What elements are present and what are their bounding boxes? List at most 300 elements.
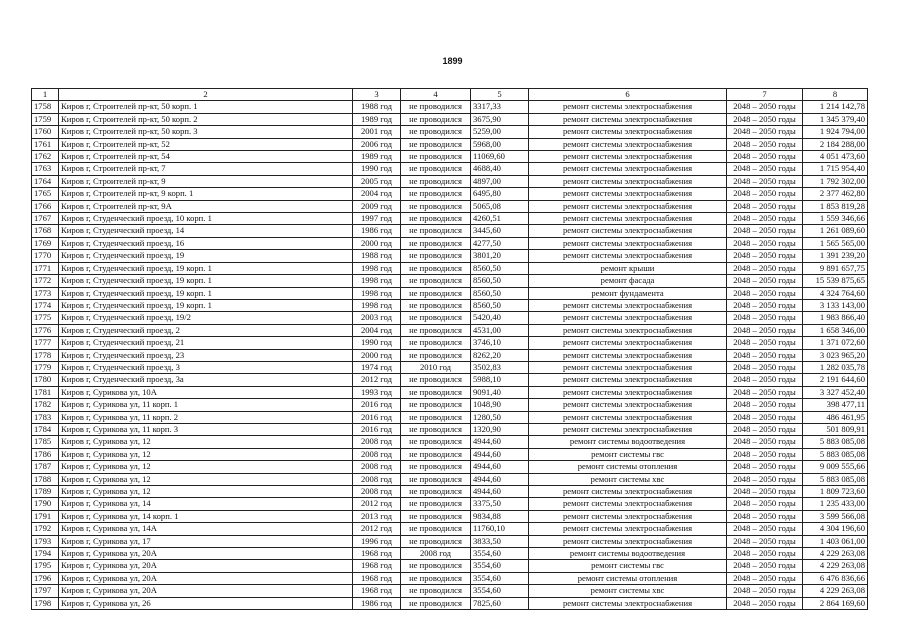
column-number-1: 1 bbox=[32, 89, 59, 101]
table-row bbox=[32, 436, 868, 448]
table-row bbox=[32, 237, 868, 249]
row-number-cell: 1769 bbox=[32, 237, 59, 249]
address-cell: Киров г, Студенческий проезд, 19 корп. 1 bbox=[59, 299, 353, 311]
repair-period-cell: 2048 – 2050 годы bbox=[727, 361, 803, 373]
row-number-cell: 1792 bbox=[32, 523, 59, 535]
last-repair-year-cell: не проводился bbox=[401, 237, 471, 249]
last-repair-year-cell: не проводился bbox=[401, 126, 471, 138]
address-cell: Киров г, Студенческий проезд, 19/2 bbox=[59, 312, 353, 324]
last-repair-year-cell: не проводился bbox=[401, 275, 471, 287]
repair-type-cell: ремонт системы электроснабжения bbox=[529, 361, 727, 373]
repair-period-cell: 2048 – 2050 годы bbox=[727, 138, 803, 150]
address-cell: Киров г, Сурикова ул, 17 bbox=[59, 535, 353, 547]
repair-period-cell: 2048 – 2050 годы bbox=[727, 448, 803, 460]
address-cell: Киров г, Студенческий проезд, 19 корп. 1 bbox=[59, 287, 353, 299]
year-built-cell: 1998 год bbox=[353, 287, 401, 299]
year-built-cell: 2008 год bbox=[353, 436, 401, 448]
repair-period-cell: 2048 – 2050 годы bbox=[727, 349, 803, 361]
table-row bbox=[32, 324, 868, 336]
address-cell: Киров г, Студенческий проезд, 10 корп. 1 bbox=[59, 213, 353, 225]
last-repair-year-cell: не проводился bbox=[401, 349, 471, 361]
cost-cell: 3 327 452,40 bbox=[803, 386, 868, 398]
area-cell: 3375,50 bbox=[471, 498, 529, 510]
repair-period-cell: 2048 – 2050 годы bbox=[727, 597, 803, 609]
row-number-cell: 1758 bbox=[32, 101, 59, 113]
repair-period-cell: 2048 – 2050 годы bbox=[727, 510, 803, 522]
table-row bbox=[32, 560, 868, 572]
cost-cell: 4 229 263,08 bbox=[803, 548, 868, 560]
table-row bbox=[32, 337, 868, 349]
address-cell: Киров г, Сурикова ул, 14 bbox=[59, 498, 353, 510]
cost-cell: 1 559 346,66 bbox=[803, 213, 868, 225]
year-built-cell: 1993 год bbox=[353, 386, 401, 398]
cost-cell: 398 477,11 bbox=[803, 399, 868, 411]
cost-cell: 15 539 875,65 bbox=[803, 275, 868, 287]
repair-period-cell: 2048 – 2050 годы bbox=[727, 386, 803, 398]
address-cell: Киров г, Сурикова ул, 20А bbox=[59, 560, 353, 572]
repair-type-cell: ремонт системы электроснабжения bbox=[529, 386, 727, 398]
address-cell: Киров г, Строителей пр-кт, 9 bbox=[59, 175, 353, 187]
address-cell: Киров г, Сурикова ул, 20А bbox=[59, 572, 353, 584]
repair-type-cell: ремонт системы электроснабжения bbox=[529, 188, 727, 200]
table-row bbox=[32, 262, 868, 274]
area-cell: 8560,50 bbox=[471, 275, 529, 287]
repair-type-cell: ремонт системы электроснабжения bbox=[529, 510, 727, 522]
table-row bbox=[32, 486, 868, 498]
repair-period-cell: 2048 – 2050 годы bbox=[727, 337, 803, 349]
cost-cell: 1 345 379,40 bbox=[803, 113, 868, 125]
row-number-cell: 1773 bbox=[32, 287, 59, 299]
repair-type-cell: ремонт системы электроснабжения bbox=[529, 411, 727, 423]
capital-repair-table bbox=[31, 88, 868, 610]
last-repair-year-cell: не проводился bbox=[401, 113, 471, 125]
table-row bbox=[32, 399, 868, 411]
address-cell: Киров г, Студенческий проезд, 19 bbox=[59, 250, 353, 262]
cost-cell: 1 715 954,40 bbox=[803, 163, 868, 175]
area-cell: 5968,00 bbox=[471, 138, 529, 150]
table-row bbox=[32, 101, 868, 113]
cost-cell: 2 191 644,60 bbox=[803, 374, 868, 386]
year-built-cell: 1974 год bbox=[353, 361, 401, 373]
repair-type-cell: ремонт фасада bbox=[529, 275, 727, 287]
last-repair-year-cell: 2008 год bbox=[401, 548, 471, 560]
last-repair-year-cell: не проводился bbox=[401, 486, 471, 498]
cost-cell: 2 864 169,60 bbox=[803, 597, 868, 609]
row-number-cell: 1794 bbox=[32, 548, 59, 560]
repair-type-cell: ремонт крыши bbox=[529, 262, 727, 274]
row-number-cell: 1787 bbox=[32, 461, 59, 473]
area-cell: 3554,60 bbox=[471, 548, 529, 560]
last-repair-year-cell: не проводился bbox=[401, 436, 471, 448]
table-row bbox=[32, 473, 868, 485]
repair-period-cell: 2048 – 2050 годы bbox=[727, 113, 803, 125]
table-row bbox=[32, 349, 868, 361]
repair-period-cell: 2048 – 2050 годы bbox=[727, 411, 803, 423]
address-cell: Киров г, Сурикова ул, 20А bbox=[59, 548, 353, 560]
repair-type-cell: ремонт системы электроснабжения bbox=[529, 349, 727, 361]
year-built-cell: 1988 год bbox=[353, 250, 401, 262]
address-cell: Киров г, Студенческий проезд, 21 bbox=[59, 337, 353, 349]
address-cell: Киров г, Сурикова ул, 11 корп. 3 bbox=[59, 423, 353, 435]
table-row bbox=[32, 299, 868, 311]
last-repair-year-cell: не проводился bbox=[401, 299, 471, 311]
repair-period-cell: 2048 – 2050 годы bbox=[727, 560, 803, 572]
cost-cell: 1 809 723,60 bbox=[803, 486, 868, 498]
year-built-cell: 1968 год bbox=[353, 572, 401, 584]
table-row bbox=[32, 126, 868, 138]
repair-type-cell: ремонт системы отопления bbox=[529, 572, 727, 584]
year-built-cell: 2000 год bbox=[353, 237, 401, 249]
address-cell: Киров г, Строителей пр-кт, 9 корп. 1 bbox=[59, 188, 353, 200]
repair-type-cell: ремонт системы электроснабжения bbox=[529, 138, 727, 150]
repair-period-cell: 2048 – 2050 годы bbox=[727, 324, 803, 336]
row-number-cell: 1784 bbox=[32, 423, 59, 435]
area-cell: 3833,50 bbox=[471, 535, 529, 547]
column-number-4: 4 bbox=[401, 89, 471, 101]
year-built-cell: 2004 год bbox=[353, 324, 401, 336]
repair-type-cell: ремонт системы водоотведения bbox=[529, 548, 727, 560]
year-built-cell: 2008 год bbox=[353, 486, 401, 498]
last-repair-year-cell: 2010 год bbox=[401, 361, 471, 373]
repair-period-cell: 2048 – 2050 годы bbox=[727, 486, 803, 498]
area-cell: 8560,50 bbox=[471, 299, 529, 311]
row-number-cell: 1763 bbox=[32, 163, 59, 175]
last-repair-year-cell: не проводился bbox=[401, 374, 471, 386]
year-built-cell: 2008 год bbox=[353, 473, 401, 485]
cost-cell: 1 391 239,20 bbox=[803, 250, 868, 262]
column-number-6: 6 bbox=[529, 89, 727, 101]
area-cell: 1048,90 bbox=[471, 399, 529, 411]
row-number-cell: 1774 bbox=[32, 299, 59, 311]
row-number-cell: 1768 bbox=[32, 225, 59, 237]
cost-cell: 3 023 965,20 bbox=[803, 349, 868, 361]
repair-type-cell: ремонт системы электроснабжения bbox=[529, 200, 727, 212]
address-cell: Киров г, Строителей пр-кт, 52 bbox=[59, 138, 353, 150]
row-number-cell: 1776 bbox=[32, 324, 59, 336]
area-cell: 9091,40 bbox=[471, 386, 529, 398]
repair-type-cell: ремонт системы электроснабжения bbox=[529, 374, 727, 386]
repair-type-cell: ремонт системы электроснабжения bbox=[529, 597, 727, 609]
last-repair-year-cell: не проводился bbox=[401, 498, 471, 510]
repair-period-cell: 2048 – 2050 годы bbox=[727, 548, 803, 560]
last-repair-year-cell: не проводился bbox=[401, 151, 471, 163]
last-repair-year-cell: не проводился bbox=[401, 175, 471, 187]
last-repair-year-cell: не проводился bbox=[401, 101, 471, 113]
row-number-cell: 1770 bbox=[32, 250, 59, 262]
table-row bbox=[32, 386, 868, 398]
repair-period-cell: 2048 – 2050 годы bbox=[727, 275, 803, 287]
repair-period-cell: 2048 – 2050 годы bbox=[727, 188, 803, 200]
table-row bbox=[32, 535, 868, 547]
last-repair-year-cell: не проводился bbox=[401, 510, 471, 522]
address-cell: Киров г, Строителей пр-кт, 54 bbox=[59, 151, 353, 163]
area-cell: 5988,10 bbox=[471, 374, 529, 386]
table-row bbox=[32, 423, 868, 435]
address-cell: Киров г, Строителей пр-кт, 50 корп. 1 bbox=[59, 101, 353, 113]
cost-cell: 1 235 433,00 bbox=[803, 498, 868, 510]
area-cell: 3554,60 bbox=[471, 560, 529, 572]
cost-cell: 1 565 565,00 bbox=[803, 237, 868, 249]
area-cell: 3801,20 bbox=[471, 250, 529, 262]
repair-period-cell: 2048 – 2050 годы bbox=[727, 572, 803, 584]
repair-type-cell: ремонт системы электроснабжения bbox=[529, 213, 727, 225]
year-built-cell: 1998 год bbox=[353, 275, 401, 287]
area-cell: 8560,50 bbox=[471, 287, 529, 299]
row-number-cell: 1782 bbox=[32, 399, 59, 411]
year-built-cell: 2016 год bbox=[353, 399, 401, 411]
repair-type-cell: ремонт системы хвс bbox=[529, 585, 727, 597]
row-number-cell: 1789 bbox=[32, 486, 59, 498]
row-number-cell: 1781 bbox=[32, 386, 59, 398]
row-number-cell: 1791 bbox=[32, 510, 59, 522]
area-cell: 4944,60 bbox=[471, 448, 529, 460]
last-repair-year-cell: не проводился bbox=[401, 262, 471, 274]
cost-cell: 1 282 035,78 bbox=[803, 361, 868, 373]
address-cell: Киров г, Сурикова ул, 14 корп. 1 bbox=[59, 510, 353, 522]
area-cell: 4277,50 bbox=[471, 237, 529, 249]
repair-period-cell: 2048 – 2050 годы bbox=[727, 312, 803, 324]
year-built-cell: 1986 год bbox=[353, 597, 401, 609]
cost-cell: 4 304 196,60 bbox=[803, 523, 868, 535]
year-built-cell: 2000 год bbox=[353, 349, 401, 361]
year-built-cell: 2001 год bbox=[353, 126, 401, 138]
table-row bbox=[32, 287, 868, 299]
cost-cell: 1 924 794,00 bbox=[803, 126, 868, 138]
address-cell: Киров г, Студенческий проезд, 14 bbox=[59, 225, 353, 237]
repair-type-cell: ремонт системы гвс bbox=[529, 560, 727, 572]
cost-cell: 4 229 263,08 bbox=[803, 585, 868, 597]
row-number-cell: 1772 bbox=[32, 275, 59, 287]
column-number-row bbox=[32, 89, 868, 101]
table-row bbox=[32, 361, 868, 373]
repair-type-cell: ремонт системы отопления bbox=[529, 461, 727, 473]
repair-period-cell: 2048 – 2050 годы bbox=[727, 237, 803, 249]
column-number-7: 7 bbox=[727, 89, 803, 101]
last-repair-year-cell: не проводился bbox=[401, 560, 471, 572]
year-built-cell: 1968 год bbox=[353, 548, 401, 560]
table-row bbox=[32, 113, 868, 125]
cost-cell: 5 883 085,08 bbox=[803, 448, 868, 460]
cost-cell: 4 051 473,60 bbox=[803, 151, 868, 163]
cost-cell: 4 324 764,60 bbox=[803, 287, 868, 299]
row-number-cell: 1795 bbox=[32, 560, 59, 572]
repair-type-cell: ремонт системы электроснабжения bbox=[529, 113, 727, 125]
area-cell: 3675,90 bbox=[471, 113, 529, 125]
area-cell: 3554,60 bbox=[471, 572, 529, 584]
row-number-cell: 1760 bbox=[32, 126, 59, 138]
repair-type-cell: ремонт системы гвс bbox=[529, 448, 727, 460]
year-built-cell: 2008 год bbox=[353, 448, 401, 460]
last-repair-year-cell: не проводился bbox=[401, 535, 471, 547]
table-row bbox=[32, 548, 868, 560]
year-built-cell: 1998 год bbox=[353, 262, 401, 274]
table-row bbox=[32, 523, 868, 535]
row-number-cell: 1777 bbox=[32, 337, 59, 349]
row-number-cell: 1778 bbox=[32, 349, 59, 361]
area-cell: 8560,50 bbox=[471, 262, 529, 274]
repair-type-cell: ремонт системы электроснабжения bbox=[529, 237, 727, 249]
address-cell: Киров г, Сурикова ул, 14А bbox=[59, 523, 353, 535]
area-cell: 4944,60 bbox=[471, 461, 529, 473]
repair-type-cell: ремонт системы хвс bbox=[529, 473, 727, 485]
area-cell: 4897,00 bbox=[471, 175, 529, 187]
repair-period-cell: 2048 – 2050 годы bbox=[727, 399, 803, 411]
repair-period-cell: 2048 – 2050 годы bbox=[727, 262, 803, 274]
repair-period-cell: 2048 – 2050 годы bbox=[727, 287, 803, 299]
cost-cell: 1 403 061,00 bbox=[803, 535, 868, 547]
table-row bbox=[32, 461, 868, 473]
last-repair-year-cell: не проводился bbox=[401, 312, 471, 324]
table-row bbox=[32, 225, 868, 237]
year-built-cell: 1968 год bbox=[353, 585, 401, 597]
repair-type-cell: ремонт системы электроснабжения bbox=[529, 175, 727, 187]
repair-period-cell: 2048 – 2050 годы bbox=[727, 163, 803, 175]
area-cell: 3502,83 bbox=[471, 361, 529, 373]
year-built-cell: 2012 год bbox=[353, 374, 401, 386]
area-cell: 4531,00 bbox=[471, 324, 529, 336]
row-number-cell: 1793 bbox=[32, 535, 59, 547]
address-cell: Киров г, Студенческий проезд, 3 bbox=[59, 361, 353, 373]
row-number-cell: 1796 bbox=[32, 572, 59, 584]
area-cell: 4944,60 bbox=[471, 436, 529, 448]
year-built-cell: 2016 год bbox=[353, 411, 401, 423]
row-number-cell: 1780 bbox=[32, 374, 59, 386]
table-body bbox=[32, 89, 868, 610]
column-number-5: 5 bbox=[471, 89, 529, 101]
last-repair-year-cell: не проводился bbox=[401, 386, 471, 398]
table-row bbox=[32, 151, 868, 163]
address-cell: Киров г, Студенческий проезд, 16 bbox=[59, 237, 353, 249]
address-cell: Киров г, Сурикова ул, 20А bbox=[59, 585, 353, 597]
row-number-cell: 1788 bbox=[32, 473, 59, 485]
repair-period-cell: 2048 – 2050 годы bbox=[727, 585, 803, 597]
cost-cell: 4 229 263,08 bbox=[803, 560, 868, 572]
repair-type-cell: ремонт системы электроснабжения bbox=[529, 498, 727, 510]
table-row bbox=[32, 188, 868, 200]
area-cell: 5420,40 bbox=[471, 312, 529, 324]
address-cell: Киров г, Студенческий проезд, 19 корп. 1 bbox=[59, 275, 353, 287]
row-number-cell: 1783 bbox=[32, 411, 59, 423]
address-cell: Киров г, Сурикова ул, 11 корп. 1 bbox=[59, 399, 353, 411]
last-repair-year-cell: не проводился bbox=[401, 324, 471, 336]
row-number-cell: 1761 bbox=[32, 138, 59, 150]
year-built-cell: 2016 год bbox=[353, 423, 401, 435]
repair-type-cell: ремонт системы электроснабжения bbox=[529, 225, 727, 237]
cost-cell: 3 599 566,08 bbox=[803, 510, 868, 522]
cost-cell: 1 658 346,00 bbox=[803, 324, 868, 336]
year-built-cell: 1990 год bbox=[353, 337, 401, 349]
repair-period-cell: 2048 – 2050 годы bbox=[727, 535, 803, 547]
repair-type-cell: ремонт системы электроснабжения bbox=[529, 312, 727, 324]
repair-type-cell: ремонт системы электроснабжения bbox=[529, 250, 727, 262]
repair-period-cell: 2048 – 2050 годы bbox=[727, 225, 803, 237]
area-cell: 5065,08 bbox=[471, 200, 529, 212]
repair-type-cell: ремонт системы электроснабжения bbox=[529, 399, 727, 411]
last-repair-year-cell: не проводился bbox=[401, 423, 471, 435]
area-cell: 5259,00 bbox=[471, 126, 529, 138]
row-number-cell: 1764 bbox=[32, 175, 59, 187]
area-cell: 7825,60 bbox=[471, 597, 529, 609]
year-built-cell: 1996 год bbox=[353, 535, 401, 547]
repair-period-cell: 2048 – 2050 годы bbox=[727, 213, 803, 225]
year-built-cell: 2013 год bbox=[353, 510, 401, 522]
repair-period-cell: 2048 – 2050 годы bbox=[727, 299, 803, 311]
repair-period-cell: 2048 – 2050 годы bbox=[727, 461, 803, 473]
repair-type-cell: ремонт системы электроснабжения bbox=[529, 324, 727, 336]
repair-period-cell: 2048 – 2050 годы bbox=[727, 101, 803, 113]
repair-period-cell: 2048 – 2050 годы bbox=[727, 151, 803, 163]
repair-period-cell: 2048 – 2050 годы bbox=[727, 126, 803, 138]
area-cell: 3317,33 bbox=[471, 101, 529, 113]
row-number-cell: 1771 bbox=[32, 262, 59, 274]
last-repair-year-cell: не проводился bbox=[401, 473, 471, 485]
year-built-cell: 2003 год bbox=[353, 312, 401, 324]
table-row bbox=[32, 597, 868, 609]
repair-period-cell: 2048 – 2050 годы bbox=[727, 473, 803, 485]
cost-cell: 1 261 089,60 bbox=[803, 225, 868, 237]
table-row bbox=[32, 175, 868, 187]
repair-type-cell: ремонт системы электроснабжения bbox=[529, 126, 727, 138]
year-built-cell: 2008 год bbox=[353, 461, 401, 473]
column-number-2: 2 bbox=[59, 89, 353, 101]
table-row bbox=[32, 200, 868, 212]
area-cell: 4260,51 bbox=[471, 213, 529, 225]
repair-type-cell: ремонт системы электроснабжения bbox=[529, 337, 727, 349]
last-repair-year-cell: не проводился bbox=[401, 337, 471, 349]
area-cell: 1320,90 bbox=[471, 423, 529, 435]
address-cell: Киров г, Строителей пр-кт, 9А bbox=[59, 200, 353, 212]
row-number-cell: 1786 bbox=[32, 448, 59, 460]
address-cell: Киров г, Студенческий проезд, 3а bbox=[59, 374, 353, 386]
address-cell: Киров г, Сурикова ул, 11 корп. 2 bbox=[59, 411, 353, 423]
row-number-cell: 1798 bbox=[32, 597, 59, 609]
cost-cell: 1 371 072,60 bbox=[803, 337, 868, 349]
area-cell: 11069,60 bbox=[471, 151, 529, 163]
table-row bbox=[32, 374, 868, 386]
area-cell: 1280,50 bbox=[471, 411, 529, 423]
area-cell: 4944,60 bbox=[471, 473, 529, 485]
row-number-cell: 1779 bbox=[32, 361, 59, 373]
table-row bbox=[32, 572, 868, 584]
last-repair-year-cell: не проводился bbox=[401, 188, 471, 200]
address-cell: Киров г, Сурикова ул, 12 bbox=[59, 448, 353, 460]
table-row bbox=[32, 138, 868, 150]
table-row bbox=[32, 411, 868, 423]
repair-period-cell: 2048 – 2050 годы bbox=[727, 498, 803, 510]
last-repair-year-cell: не проводился bbox=[401, 448, 471, 460]
table-row bbox=[32, 163, 868, 175]
row-number-cell: 1797 bbox=[32, 585, 59, 597]
address-cell: Киров г, Сурикова ул, 12 bbox=[59, 461, 353, 473]
address-cell: Киров г, Студенческий проезд, 23 bbox=[59, 349, 353, 361]
repair-period-cell: 2048 – 2050 годы bbox=[727, 423, 803, 435]
year-built-cell: 1989 год bbox=[353, 151, 401, 163]
area-cell: 3746,10 bbox=[471, 337, 529, 349]
cost-cell: 5 883 085,08 bbox=[803, 436, 868, 448]
cost-cell: 1 214 142,78 bbox=[803, 101, 868, 113]
address-cell: Киров г, Сурикова ул, 10А bbox=[59, 386, 353, 398]
year-built-cell: 1986 год bbox=[353, 225, 401, 237]
row-number-cell: 1766 bbox=[32, 200, 59, 212]
row-number-cell: 1765 bbox=[32, 188, 59, 200]
last-repair-year-cell: не проводился bbox=[401, 225, 471, 237]
year-built-cell: 2012 год bbox=[353, 498, 401, 510]
table-row bbox=[32, 448, 868, 460]
address-cell: Киров г, Сурикова ул, 12 bbox=[59, 486, 353, 498]
repair-type-cell: ремонт системы водоотведения bbox=[529, 436, 727, 448]
repair-period-cell: 2048 – 2050 годы bbox=[727, 523, 803, 535]
address-cell: Киров г, Сурикова ул, 26 bbox=[59, 597, 353, 609]
